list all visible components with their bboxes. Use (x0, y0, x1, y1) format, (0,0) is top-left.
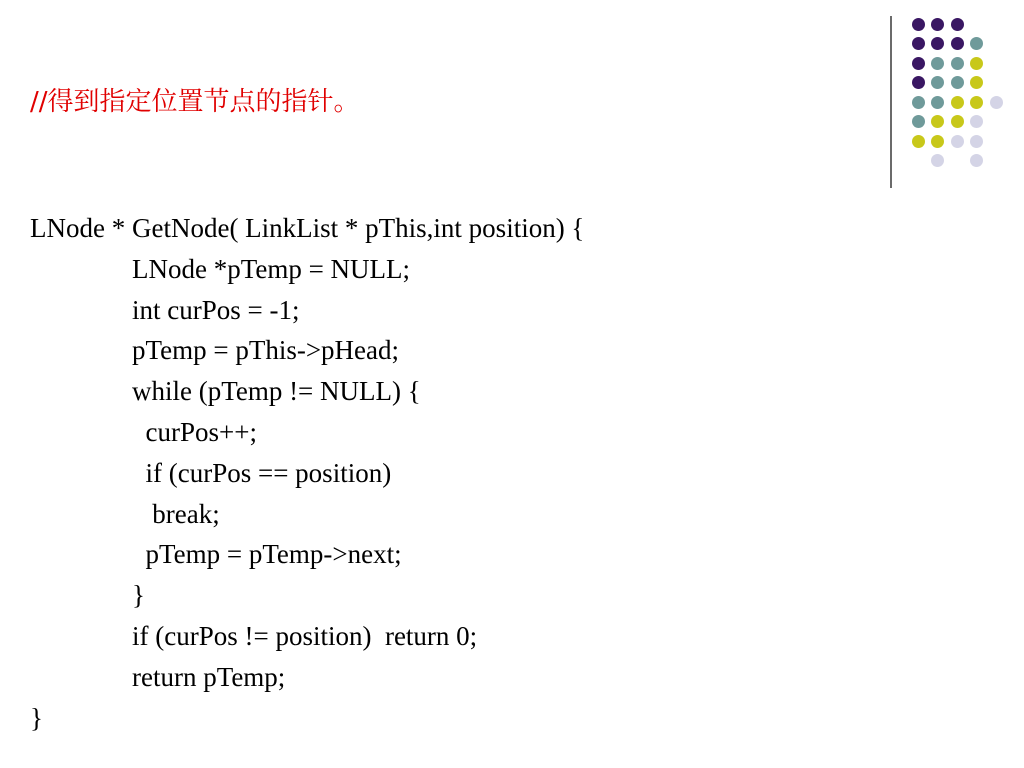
decorative-dot (912, 115, 925, 128)
decorative-dot (970, 37, 983, 50)
decorative-dot (970, 96, 983, 109)
code-line: } (132, 580, 145, 611)
decorative-dot (931, 135, 944, 148)
decorative-dot (951, 115, 964, 128)
code-line: curPos++; (132, 416, 257, 447)
decorative-dot (951, 135, 964, 148)
decorative-dot (970, 115, 983, 128)
decorative-dot (912, 96, 925, 109)
code-line: pTemp = pThis->pHead; (132, 335, 400, 366)
vertical-divider (890, 16, 892, 188)
decorative-dot (912, 76, 925, 89)
decorative-dot (951, 37, 964, 50)
decorative-dot (912, 18, 925, 31)
code-line: while (pTemp != NULL) { (132, 376, 421, 407)
decorative-dot (990, 96, 1003, 109)
code-line: int curPos = -1; (132, 294, 300, 325)
decorative-dot (931, 57, 944, 70)
decorative-dot (970, 154, 983, 167)
decorative-dot (931, 18, 944, 31)
decorative-dot (931, 37, 944, 50)
code-line: break; (132, 498, 220, 529)
decorative-dot (951, 76, 964, 89)
code-line: if (curPos != position) return 0; (132, 620, 478, 651)
code-comment-heading: //得到指定位置节点的指针。 (30, 87, 360, 117)
code-block (30, 208, 584, 738)
code-line: LNode *pTemp = NULL; (132, 253, 411, 284)
decorative-dot (931, 115, 944, 128)
code-line: return pTemp; (132, 661, 286, 692)
code-line: if (curPos == position) (132, 457, 392, 488)
decorative-dot (970, 57, 983, 70)
decorative-dot (931, 76, 944, 89)
code-line: pTemp = pTemp->next; (132, 539, 402, 570)
decorative-dot (970, 135, 983, 148)
decorative-dot (912, 37, 925, 50)
decorative-dot (970, 76, 983, 89)
code-line: } (30, 702, 43, 733)
decorative-dot (951, 18, 964, 31)
decorative-dot (912, 57, 925, 70)
code-line: LNode * GetNode( LinkList * pThis,int position) { (30, 213, 585, 243)
decorative-dot (931, 154, 944, 167)
decorative-dot (951, 57, 964, 70)
decorative-dot (951, 96, 964, 109)
decorative-dot (912, 135, 925, 148)
decorative-dot (931, 96, 944, 109)
